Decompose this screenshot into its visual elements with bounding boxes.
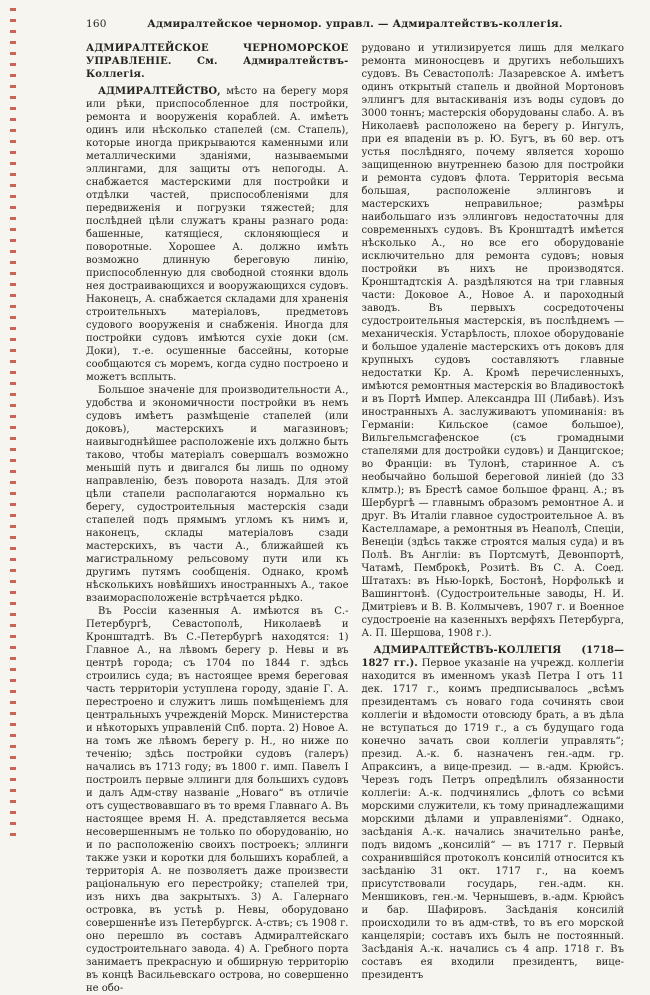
paragraph-text: Большое значеніе для производительности А., удобства и экономичности постройки въ немъ судовъ имѣетъ размѣщеніе стапелей (или доковъ), мастерскихъ и магазиновъ; наивыгоднѣйшее расположеніе ихъ должно быть таково, чтобы матеріалъ совершалъ возможно меньшій путь и двигался бы лишь по одному направленію, безъ поворота назадъ. Для этой цѣли стапели располагаются нормально къ берегу, судостроительныя мастерскія сзади стапелей подъ прямымъ угломъ къ нимъ и, наконецъ, склады матеріаловъ сзади мастерскихъ, въ части А., ближайшей къ магистральному рельсовому пути или къ другимъ путямъ сообщенія. Однако, кромѣ нѣсколькихъ новѣйшихъ иностранныхъ А., такое взаиморасположеніе встрѣчается рѣдко.	[86, 385, 349, 604]
entry-admiralteystvo	[86, 85, 349, 384]
entry-admiralteyskoe-chernomorskoe-upravlenie	[86, 42, 349, 81]
left-column	[86, 42, 349, 995]
entry-body: мѣсто на берегу моря или рѣки, приспособленное для постройки, ремонта и вооруженія кораблей. А. имѣетъ одинъ или нѣсколько стапелей (см. Стапель), которые иногда прикрываются каменными или металлическими зданіями, называемыми эллингами, для защиты отъ непогоды. А. снабжается мастерскими для постройки и отдѣлки частей, приспособленіями для передвиженія и погрузки тяжестей; для послѣдней цѣли служатъ краны разнаго рода: башенные, катящіеся, склоняющіеся и поворотные. Хорошее А. должно имѣть возможно длинную береговую линію, приспособленную для свободной стоянки вдоль нея достраивающихся и вооружающихся судовъ. Наконецъ, А. снабжается складами для храненія строительныхъ матеріаловъ, предметовъ судового вооруженія и снабженія. Иногда для постройки судовъ имѣются сухіе доки (см. Доки), т.-е. осушенные бассейны, которые сообщаются съ моремъ, когда судно построено и можетъ всплыть.	[86, 86, 349, 383]
running-header-row	[86, 18, 624, 30]
entry-see-also: См. Адмиралтействъ-Коллегія.	[86, 56, 349, 80]
paragraph-russian-admiralties	[86, 605, 349, 995]
entry-title: АДМИРАЛТЕЙСТВЪ-КОЛЛЕГІЯ (1718—1827 гг.).	[361, 645, 624, 669]
entry-title: АДМИРАЛТЕЙСКОЕ ЧЕРНОМОРСКОЕ УПРАВЛЕНІЕ.	[86, 43, 349, 67]
paragraph-text: рудовано и утилизируется лишь для мелкаго ремонта миноносцевъ и другихъ небольшихъ судовъ. Въ Севастополѣ: Лазаревское А. имѣетъ одинъ открытый стапель и двойной Мортоновъ эллингъ для вытаскиванія изъ воды судовъ до 3000 тоннъ; мастерскія оборудованы слабо. А. въ Николаевѣ расположено на берегу р. Ингулъ, при ея впаденіи въ р. Ю. Бугъ, въ 60 вер. отъ устья послѣдняго, почему является хорошо защищенною внутреннею базою для постройки и ремонта судовъ флота. Территорія весьма большая, расположеніе эллинговъ и мастерскихъ неправильное; размѣры наибольшаго изъ эллинговъ недостаточны для современныхъ судовъ. Въ Кронштадтѣ имѣется нѣсколько А., но все его оборудованіе исключительно для ремонта судовъ; новыя постройки въ нихъ не производятся. Кронштадтскія А. раздѣляются на три главныя части: Доковое А., Новое А. и пароходный заводъ. Въ первыхъ сосредоточены судостроительныя мастерскія, въ послѣднемъ — механическія. Устарѣлость, плохое оборудованіе и большое удаленіе мастерскихъ отъ доковъ для крупныхъ судовъ составляютъ главные недостатки Кр. А. Кромѣ перечисленныхъ, имѣются ремонтныя мастерскія во Владивостокѣ и въ Портѣ Импер. Александра III (Либавѣ). Изъ иностранныхъ А. заслуживаютъ упоминанія: въ Германіи: Кильское (самое большое), Вильгельмсгафенское (съ громадными стапелями для достройки судовъ) и Данцигское; во Франціи: въ Тулонѣ, старинное А. съ необычайно большой береговой линіей (до 33 клмтр.); въ Брестѣ самое большое франц. А.; въ Шербургѣ — главнымъ образомъ ремонтное А. и друг. Въ Италіи главное судостроительное А. въ Кастелламаре, а ремонтныя въ Неаполѣ, Спеціи, Венеціи (здѣсь также строятся малыя суда) и въ Полѣ. Въ Англіи: въ Портсмутѣ, Девонпортѣ, Чатамѣ, Пемброкѣ, Розитѣ. Въ С. А. Соед. Штатахъ: въ Нью-Іоркѣ, Бостонѣ, Норфолькѣ и Вашингтонѣ. (Судостроительные заводы, Н. И. Дмитріевъ и В. В. Колмычевъ, 1907 г. и Военное судостроеніе на казенныхъ верфяхъ Петербурга, А. П. Шершова, 1908 г.).	[361, 43, 624, 639]
paragraph-text: Въ Россіи казенныя А. имѣются въ С.-Петербургѣ, Севастополѣ, Николаевѣ и Кронштадтѣ. Въ С.-Петербургѣ находятся: 1) Главное А., на лѣвомъ берегу р. Невы и въ центрѣ города; съ 1704 по 1844 г. здѣсь строились суда; въ настоящее время береговая часть территоріи уступлена городу, зданіе Г. А. перестроено и служитъ лишь помѣщеніемъ для центральныхъ учрежденій Морск. Министерства и нѣкоторыхъ управленій Спб. порта. 2) Новое А. на томъ же лѣвомъ берегу р. Н., но ниже по теченію; здѣсь постройки судовъ (галеръ) начались въ 1713 году; въ 1800 г. имп. Павелъ I построилъ первые эллинги для большихъ судовъ и далъ Адм-ству названіе „Новаго“ въ отличіе отъ существовавшаго въ то время Главнаго А. Въ настоящее время Н. А. представляется весьма несовершеннымъ не только по оборудованію, но и по расположенію своихъ построекъ; эллинги также узки и коротки для большихъ кораблей, а территорія А. не позволяетъ даже произвести раціональную его перестройку; стапелей три, изъ нихъ два закрытыхъ. 3) А. Галернаго островка, въ устьѣ р. Невы, оборудовано совершеннѣе изъ Петербургск. А-ствъ; съ 1908 г. оно перешло въ составъ Адмиралтейскаго судостроительнаго завода. 4) А. Гребного порта занимаетъ прекрасную и обширную территорію въ концѣ Васильевскаго острова, но совершенно не обо-	[86, 606, 349, 994]
page-number: 160	[86, 18, 107, 30]
paragraph-layout-of-slipways	[86, 384, 349, 605]
entry-admiralteystv-kollegia	[362, 644, 625, 982]
running-header: Адмиралтейское черномор. управл. — Адмиралтействъ-коллегія.	[147, 18, 563, 30]
right-column	[362, 42, 625, 995]
margin-marks-decoration	[10, 8, 16, 844]
entry-title: АДМИРАЛТЕЙСТВО,	[98, 86, 221, 97]
text-columns	[86, 42, 624, 995]
paragraph-continuation-foreign-admiralties	[362, 42, 625, 640]
entry-body: Первое указаніе на учрежд. коллегіи находится въ именномъ указѣ Петра I отъ 11 дек. 1717 г., коимъ предписывалось „всѣмъ президентамъ съ новаго года сочинять свои коллегіи и вѣдомости отовсюду брать, а въ дѣла не вступаться до 1719 г., а съ будущаго года конечно зачать свои коллегіи управлять“; презид. А.-к. б. назначенъ ген.-адм. гр. Апраксинъ, а вице-презид. — в.-адм. Крюйсъ. Черезъ годъ Петръ опредѣлилъ обязанности коллегіи: А.-к. подчинялись „флотъ со всѣми морскими служители, къ тому принадлежащими морскими дѣлами и управленіями“. Однако, засѣданія А.-к. начались значительно ранѣе, подъ видомъ „консилій“ — въ 1717 г. Первый сохранившійся протоколъ консилій относится къ засѣданію 31 окт. 1717 г., на коемъ присутствовали государь, ген.-адм. кн. Меншиковъ, ген.-м. Чернышевъ, в.-адм. Крюйсъ и бар. Шафировъ. Засѣданія консилій происходили то въ адм-ствѣ, то въ его морской канцеляріи; составъ ихъ былъ не постоянный. Засѣданія А.-к. начались съ 4 апр. 1718 г. Въ составъ ея входили президентъ, вице-президентъ	[361, 658, 625, 981]
